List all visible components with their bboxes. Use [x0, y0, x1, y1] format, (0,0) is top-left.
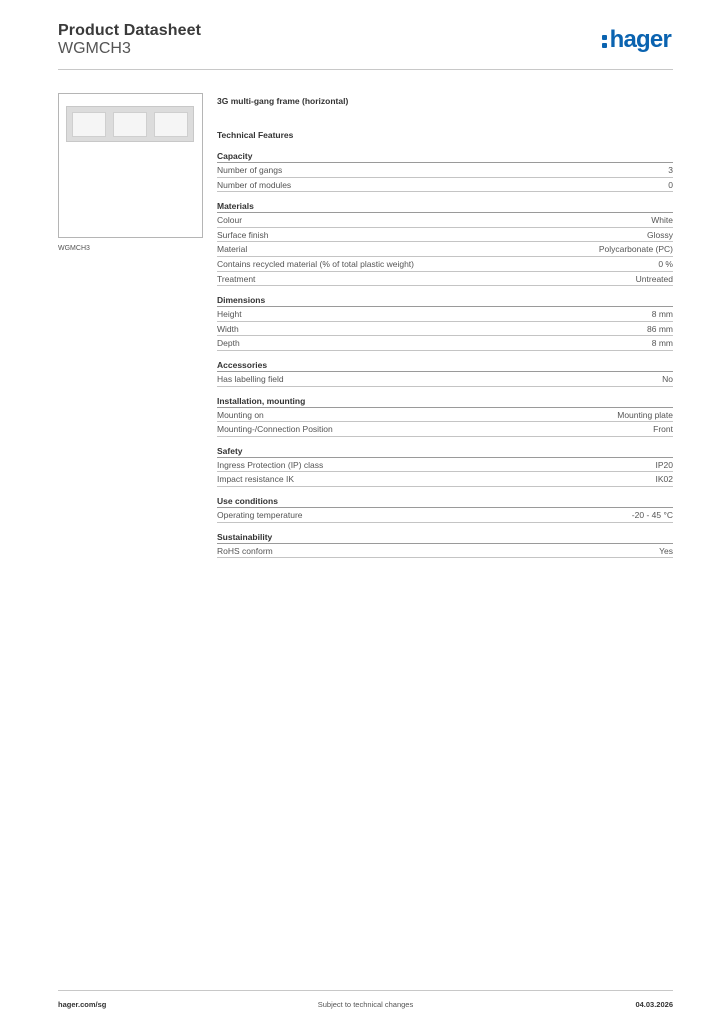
spec-row: [217, 336, 673, 351]
spec-label: Ingress Protection (IP) class: [217, 459, 324, 470]
spec-label: Treatment: [217, 273, 256, 284]
frame-aperture-3: [154, 112, 188, 137]
section-safety: [217, 445, 673, 487]
product-description: 3G multi-gang frame (horizontal): [217, 96, 349, 106]
spec-value: 8 mm: [651, 309, 673, 320]
footer-notice: Subject to technical changes: [317, 1000, 414, 1009]
spec-value: IK02: [655, 474, 673, 485]
spec-label: Has labelling field: [217, 373, 284, 384]
spec-label: Colour: [217, 215, 243, 226]
section-materials: [217, 200, 673, 286]
page-header: [58, 22, 673, 70]
footer-date: 04.03.2026: [635, 1000, 673, 1009]
spec-value: IP20: [655, 459, 673, 470]
spec-row: [217, 228, 673, 243]
hager-logo: [610, 26, 671, 54]
section-title: Safety: [217, 445, 673, 458]
spec-label: Operating temperature: [217, 509, 303, 520]
spec-value: Yes: [659, 545, 673, 556]
section-title: Materials: [217, 200, 673, 213]
spec-label: RoHS conform: [217, 545, 273, 556]
image-caption: WGMCH3: [58, 245, 90, 252]
spec-label: Number of gangs: [217, 165, 283, 175]
frame-aperture-1: [72, 112, 106, 137]
spec-row: [217, 372, 673, 387]
frame-3-gang-image: [66, 106, 194, 142]
spec-label: Mounting-/Connection Position: [217, 424, 333, 435]
spec-row: [217, 272, 673, 287]
spec-row: [217, 422, 673, 437]
spec-value: Untreated: [635, 273, 673, 284]
logo-text: hager: [609, 26, 671, 53]
spec-label: Impact resistance IK: [217, 474, 295, 485]
spec-label: Contains recycled material (% of total plastic weight): [217, 258, 414, 269]
spec-row: [217, 307, 673, 322]
spec-value: White: [651, 215, 673, 226]
spec-value: 3: [668, 165, 673, 175]
spec-label: Depth: [217, 338, 240, 349]
section-use-conditions: [217, 495, 673, 523]
technical-content: [217, 96, 673, 558]
spec-row: [217, 508, 673, 523]
product-image: [58, 93, 203, 238]
section-installation-mounting: [217, 395, 673, 437]
spec-label: Surface finish: [217, 229, 269, 240]
spec-label: Number of modules: [217, 179, 292, 190]
section-sustainability: [217, 531, 673, 559]
spec-value: Polycarbonate (PC): [598, 244, 673, 255]
section-title: Accessories: [217, 359, 673, 372]
logo-dots-icon: [602, 35, 607, 49]
spec-value: Front: [653, 424, 673, 435]
spec-row: [217, 178, 673, 193]
footer-website: hager.com/sg: [58, 1000, 107, 1009]
spec-value: Glossy: [647, 229, 673, 240]
product-code: WGMCH3: [58, 40, 131, 57]
frame-aperture-2: [113, 112, 147, 137]
spec-value: No: [662, 373, 673, 384]
feature-sections: [217, 150, 673, 558]
section-title: Sustainability: [217, 531, 673, 544]
spec-value: 0: [668, 179, 673, 190]
spec-label: Material: [217, 244, 248, 255]
section-accessories: [217, 359, 673, 387]
section-title: Dimensions: [217, 294, 673, 307]
section-capacity: [217, 150, 673, 192]
section-title: Capacity: [217, 150, 673, 163]
spec-row: [217, 322, 673, 337]
spec-row: [217, 544, 673, 559]
technical-features-title: Technical Features: [217, 130, 294, 140]
section-title: Use conditions: [217, 495, 673, 508]
spec-value: 86 mm: [647, 323, 673, 334]
spec-value: Mounting plate: [617, 409, 673, 420]
spec-row: [217, 408, 673, 423]
document-title: Product Datasheet: [58, 22, 202, 39]
spec-value: -20 - 45 °C: [631, 509, 673, 520]
spec-row: [217, 472, 673, 487]
section-dimensions: [217, 294, 673, 351]
spec-value: 8 mm: [651, 338, 673, 349]
spec-label: Height: [217, 309, 242, 320]
page-footer: [58, 990, 673, 1014]
spec-row: [217, 163, 673, 178]
spec-row: [217, 213, 673, 228]
spec-row: [217, 458, 673, 473]
spec-label: Width: [217, 323, 239, 334]
spec-row: [217, 242, 673, 257]
spec-value: 0 %: [658, 258, 673, 269]
spec-row: [217, 257, 673, 272]
spec-label: Mounting on: [217, 409, 264, 420]
section-title: Installation, mounting: [217, 395, 673, 408]
